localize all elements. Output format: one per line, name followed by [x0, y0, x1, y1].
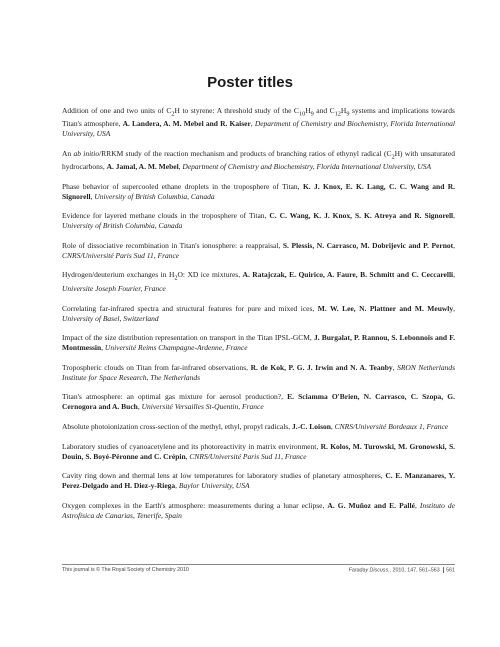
poster-entry: Addition of one and two units of $C_2H$ to styrene: A threshold study of the $C_{10}H_9$ and $C_{12}H_9$ systems and implications towards Titan's atmosphere, A. Landera, A. M. Mebel and R. Kaiser, Department of Chemistry and Biochemistry, Florida International University, USA — [62, 105, 455, 138]
poster-affiliation: Universite Joseph Fourier, France — [62, 283, 166, 293]
poster-title: Role of dissociative recombination in Titan's ionosphere: a reappraisal, — [62, 240, 281, 250]
poster-entry: Hydrogen/deuterium exchanges in $H_2O$: XD ice mixtures, A. Ratajczak, E. Quirico, A. Faure, B. Schmitt and C. Ceccarelli, Universite Joseph Fourier, France — [62, 270, 456, 293]
poster-authors: R. de Kok, P. G. J. Irwin and N. A. Teanby — [250, 362, 393, 372]
poster-affiliation: CNRS/Université Paris Sud 11, France — [189, 451, 307, 461]
poster-title: Titan's atmosphere: an optimal gas mixture for aerosol production?, — [62, 392, 283, 402]
poster-entry: Titan's atmosphere: an optimal gas mixture for aerosol production?, E. Sciamma O'Brien, N. Carrasco, C. Szopa, G. Cernogora and A. Buch, Université Versailles St-Quentin, France — [62, 392, 456, 412]
poster-entry: Phase behavior of supercooled ethane droplets in the troposphere of Titan, K. J. Knox, E. K. Lang, C. C. Wang and R. Signorell, University of British Columbia, Canada — [62, 181, 456, 201]
poster-authors: M. W. Lee, N. Plattner and M. Meuwly — [317, 303, 454, 313]
footer-separator — [443, 567, 444, 573]
poster-entry: Role of dissociative recombination in Titan's ionosphere: a reappraisal, S. Plessis, N. Carrasco, M. Dobrijevic and P. Pernot, CNRS/Université Paris Sud 11, France — [62, 240, 456, 260]
page-heading: Poster titles — [207, 74, 293, 91]
footer-copyright: This journal is © The Royal Society of Chemistry 2010 — [62, 567, 189, 573]
poster-affiliation: Department of Chemistry and Biochemistry, Florida International University, USA — [62, 119, 455, 138]
poster-affiliation: SRON Netherlands Institute for Space Research, The Netherlands — [62, 362, 455, 382]
poster-entry: Impact of the size distribution representation on transport in the Titan IPSL-GCM, J. Burgalat, P. Rannou, S. Lebonnois and F. Montmessin, Université Reims Champagne-Ardenne, France — [62, 333, 455, 353]
poster-affiliation: Université Versailles St-Quentin, France — [141, 402, 264, 412]
poster-authors: C. C. Wang, K. J. Knox, S. K. Atreya and R. Signorell — [269, 211, 454, 221]
poster-affiliation: University of British Columbia, Canada — [62, 221, 183, 231]
poster-authors: A. Ratajczak, E. Quirico, A. Faure, B. Schmitt and C. Ceccarelli — [242, 270, 454, 280]
poster-title: An ab initio/RRKM study of the reaction mechanism and products of branching ratios of ethynyl radical $(C_2H)$ with unsaturated hydrocarbons, — [62, 148, 455, 172]
poster-entry: Absolute photoionization cross-section of the methyl, ethyl, propyl radicals, J.-C. Loison, CNRS/Université Bordeaux 1, France — [62, 421, 449, 431]
poster-entry: Oxygen complexes in the Earth's atmosphere: measurements during a lunar eclipse, A. G. Muñoz and E. Pallé, Instituto de Astrofísica de Canarias, Tenerife, Spain — [62, 500, 455, 520]
poster-title: Impact of the size distribution representation on transport in the Titan IPSL-GCM, — [62, 333, 312, 343]
footer-rule — [62, 564, 455, 565]
poster-entry: An ab initio/RRKM study of the reaction mechanism and products of branching ratios of ethynyl radical $(C_2H)$ with unsaturated hydrocarbons, A. Jamal, A. M. Mebel, Department of Chemistry and Biochemistry, Florida International University, USA — [62, 148, 455, 172]
poster-affiliation: Baylor University, USA — [178, 481, 250, 491]
poster-title: Correlating far-infrared spectra and structural features for pure and mixed ices, — [62, 303, 315, 313]
poster-affiliation: CNRS/Université Paris Sud 11, France — [62, 250, 180, 260]
poster-authors: C. E. Manzanares, Y. Perez-Delgado and H. Diez-y-Riega — [62, 471, 456, 491]
poster-title: Addition of one and two units of $C_2H$ to styrene: A threshold study of the $C_{10}H_9$ and $C_{12}H_9$ systems and implications towards Titan's atmosphere, — [62, 105, 455, 128]
poster-affiliation: Instituto de Astrofísica de Canarias, Tenerife, Spain — [62, 500, 455, 520]
poster-affiliation: Department of Chemistry and Biochemistry, Florida International University, USA — [182, 162, 432, 172]
poster-authors: K. J. Knox, E. K. Lang, C. C. Wang and R. Signorell — [62, 181, 456, 201]
poster-authors: E. Sciamma O'Brien, N. Carrasco, C. Szopa, G. Cernogora and A. Buch — [62, 392, 456, 412]
poster-entry: Tropospheric clouds on Titan from far-infrared observations, R. de Kok, P. G. J. Irwin and N. A. Teanby, SRON Netherlands Institute for Space Research, The Netherlands — [62, 362, 455, 382]
poster-entry: Laboratory studies of cyanoacetylene and its photoreactivity in matrix environment, R. Kolos, M. Turowski, M. Gronowski, S. Douin, S. Boyé-Péronne and C. Crépin, CNRS/Université Paris Sud 11, France — [62, 441, 455, 461]
poster-list — [62, 98, 455, 530]
poster-entry: Cavity ring down and thermal lens at low temperatures for laboratory studies of planetary atmospheres, C. E. Manzanares, Y. Perez-Delgado and H. Diez-y-Riega, Baylor University, USA — [62, 471, 456, 491]
poster-title: Evidence for layered methane clouds in the troposphere of Titan, — [62, 211, 267, 221]
poster-title: Cavity ring down and thermal lens at low temperatures for laboratory studies of planetary atmospheres, — [62, 471, 383, 481]
poster-authors: R. Kolos, M. Turowski, M. Gronowski, S. Douin, S. Boyé-Péronne and C. Crépin — [62, 441, 455, 461]
poster-affiliation: University of Basel, Switzerland — [62, 313, 159, 323]
poster-authors: J. Burgalat, P. Rannou, S. Lebonnois and F. Montmessin — [62, 333, 455, 353]
poster-authors: J.-C. Loison — [291, 421, 331, 431]
poster-title: Absolute photoionization cross-section of the methyl, ethyl, propyl radicals, — [62, 421, 291, 431]
poster-title: Hydrogen/deuterium exchanges in $H_2O$: XD ice mixtures, — [62, 270, 241, 282]
poster-title: Phase behavior of supercooled ethane droplets in the troposphere of Titan, — [62, 181, 300, 191]
poster-authors: S. Plessis, N. Carrasco, M. Dobrijevic and P. Pernot — [282, 240, 454, 250]
poster-title: Tropospheric clouds on Titan from far-infrared observations, — [62, 362, 249, 372]
poster-authors: A. Jamal, A. M. Mebel — [106, 162, 179, 172]
poster-authors: A. Landera, A. M. Mebel and R. Kaiser — [122, 119, 251, 128]
footer-journal: Faraday Discuss. — [348, 567, 390, 574]
poster-entry: Correlating far-infrared spectra and structural features for pure and mixed ices, M. W. Lee, N. Plattner and M. Meuwly, University of Basel, Switzerland — [62, 303, 456, 323]
poster-title: Laboratory studies of cyanoacetylene and its photoreactivity in matrix environment, — [62, 441, 319, 451]
poster-entry: Evidence for layered methane clouds in the troposphere of Titan, C. C. Wang, K. J. Knox, S. K. Atreya and R. Signorell, University of British Columbia, Canada — [62, 211, 456, 231]
poster-affiliation: University of British Columbia, Canada — [94, 191, 215, 201]
poster-affiliation: Université Reims Champagne-Ardenne, France — [104, 343, 248, 353]
footer-page-number: 561 — [446, 567, 455, 574]
footer-citation-block — [349, 567, 455, 573]
poster-title: Oxygen complexes in the Earth's atmosphere: measurements during a lunar eclipse, — [62, 500, 325, 510]
poster-affiliation: CNRS/Université Bordeaux 1, France — [334, 421, 449, 431]
footer-citation: , 2010, 147, 561–563 — [389, 567, 440, 574]
page-footer — [62, 567, 455, 577]
poster-authors: A. G. Muñoz and E. Pallé — [327, 500, 415, 510]
